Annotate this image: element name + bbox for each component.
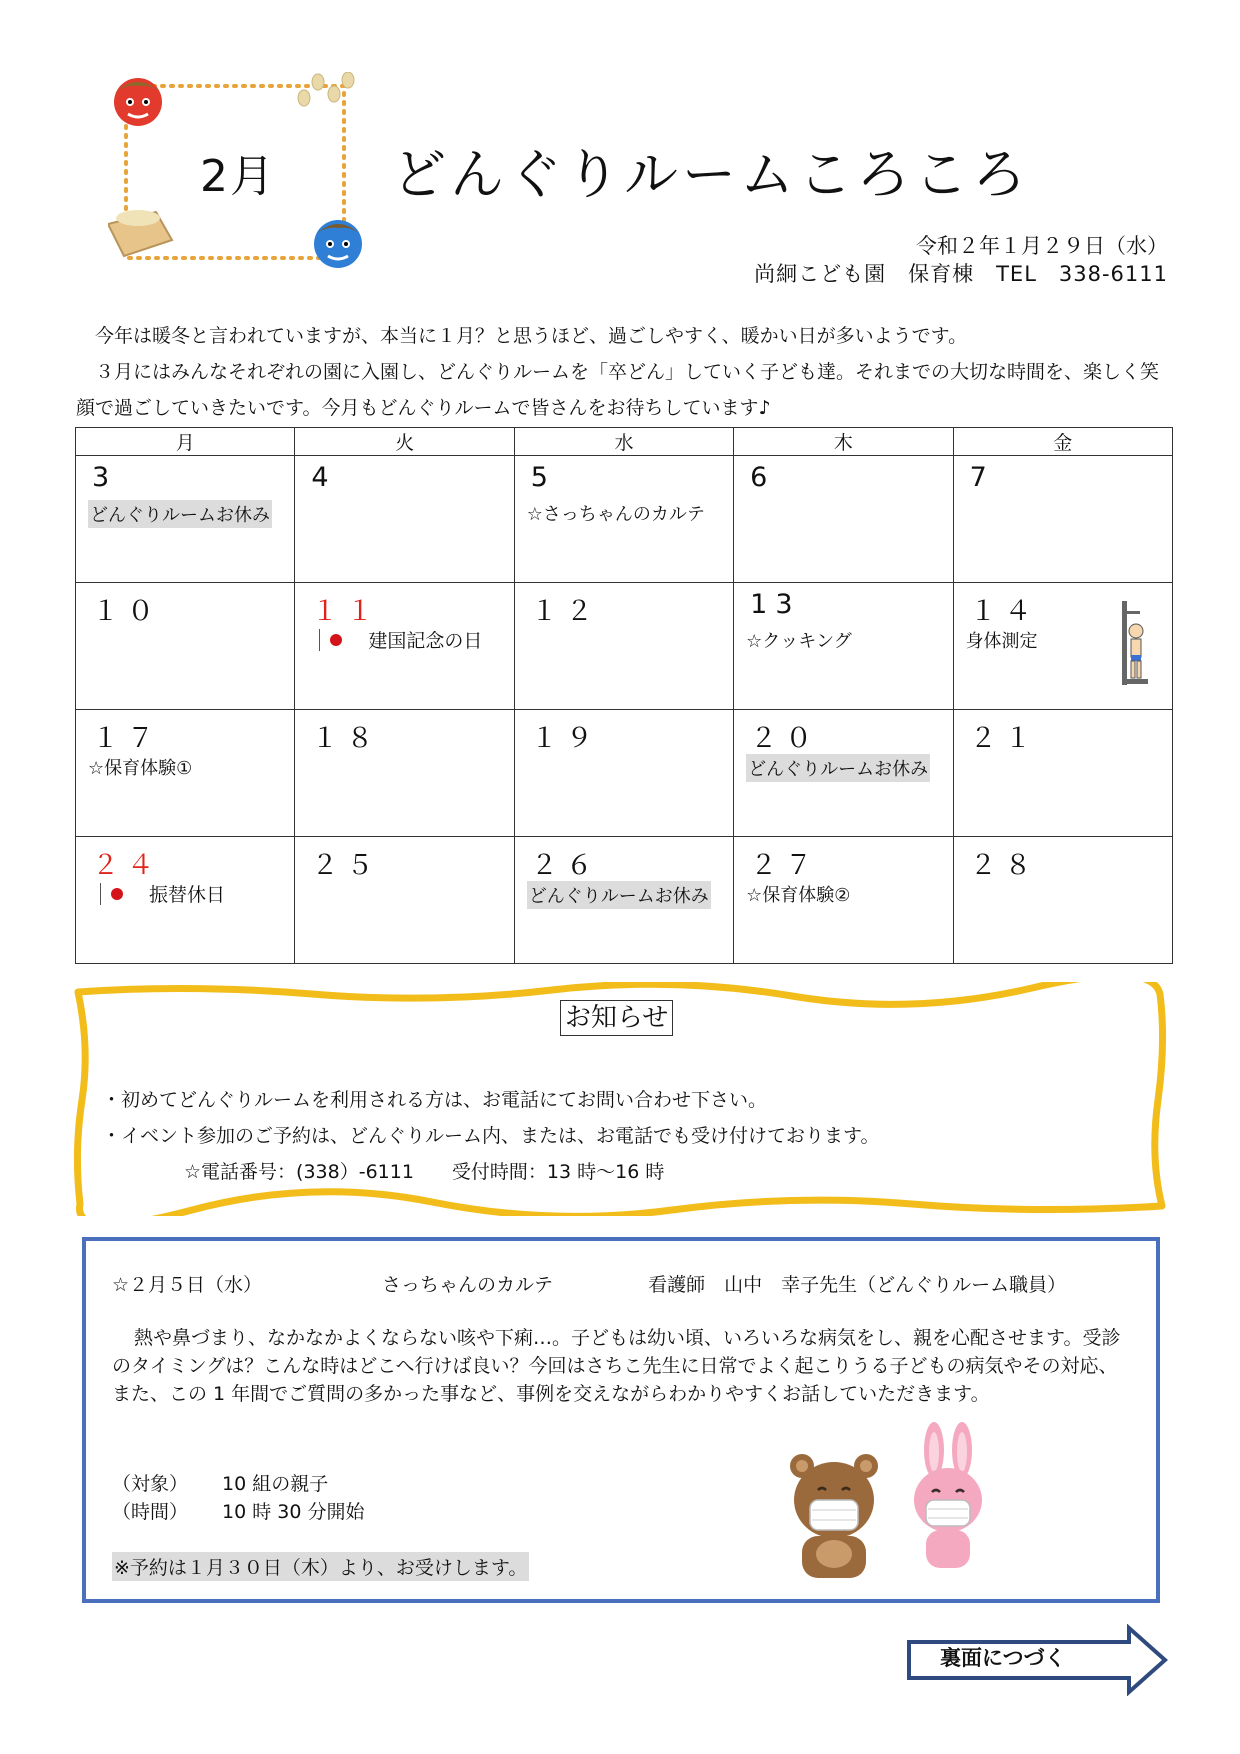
day-number: １２: [530, 596, 601, 627]
calendar-day: [734, 583, 953, 710]
day-number: ２５: [311, 850, 382, 881]
weekday-header: 水: [514, 428, 733, 456]
day-number: 3: [92, 462, 118, 493]
notice-title: お知らせ: [560, 1000, 673, 1036]
weekday-header: 火: [295, 428, 514, 456]
calendar-week: [76, 710, 1173, 837]
bear-with-mask-icon: [788, 1450, 880, 1580]
event-time-value: 10 時 30 分開始: [222, 1501, 365, 1523]
page-title: どんぐりルームころころ: [392, 143, 1030, 206]
calendar-day: [76, 837, 295, 964]
calendar-day: [953, 583, 1172, 710]
day-number: 13: [750, 589, 801, 620]
event-speaker: 看護師 山中 幸子先生（どんぐりルーム職員）: [648, 1274, 1067, 1296]
day-number: 5: [530, 462, 556, 493]
day-event-closed: どんぐりルームお休み: [746, 754, 930, 782]
notice-phone-hours: ☆電話番号：(338）-6111 受付時間：13 時～16 時: [184, 1161, 665, 1183]
intro-paragraph: 今年は暖冬と言われていますが、本当に１月？と思うほど、過ごしやすく、暖かい日が多いようです。: [76, 325, 968, 347]
day-number: ２６: [530, 850, 601, 881]
event-header: [112, 1270, 1066, 1297]
event-description: 熱や鼻づまり、なかなかよくならない咳や下痢…。子どもは幼い頃、いろいろな病気をし、親を心配させます。受診のタイミングは？こんな時はどこへ行けば良い？今回はさちこ先生に日常でよく起こりうる子どもの病気やその対応、また、この 1 年間でご質問の多かった事など、事例を交えながらわかりやすくお話していただきます。: [112, 1327, 1121, 1405]
notice-body: [102, 1082, 879, 1190]
calendar-day: [514, 583, 733, 710]
month-label: 2月: [200, 151, 276, 202]
masu-box-icon: [108, 210, 172, 256]
calendar-day: [953, 456, 1172, 583]
day-number: １９: [530, 723, 601, 754]
event-target-value: 10 組の親子: [222, 1473, 329, 1495]
calendar-week: [76, 583, 1173, 710]
day-number: ２０: [750, 723, 821, 754]
calendar-day: [734, 837, 953, 964]
holiday-label: [100, 880, 225, 907]
notice-line: ・初めてどんぐりルームを利用される方は、お電話にてお問い合わせ下さい。: [102, 1089, 768, 1111]
intro-paragraph: ３月にはみんなそれぞれの園に入園し、どんぐりルームを「卒どん」していく子ども達。それまでの大切な時間を、楽しく笑顔で過ごしていきたいです。今月もどんぐりルームで皆さんをお待ちしています♪: [76, 361, 1160, 419]
calendar-day: [734, 710, 953, 837]
organization-info: 尚絅こども園 保育棟 TEL 338-6111: [754, 262, 1168, 286]
day-number: ２８: [969, 850, 1040, 881]
calendar-day: [514, 837, 733, 964]
event-time-row: [112, 1498, 364, 1526]
day-number-holiday: １１: [311, 596, 382, 627]
day-number: 6: [750, 462, 776, 493]
event-name: さっちゃんのカルテ: [382, 1274, 554, 1296]
calendar-day: [953, 710, 1172, 837]
day-number: １７: [92, 723, 162, 754]
weekday-header: 木: [734, 428, 953, 456]
day-number: １０: [92, 596, 162, 627]
event-date: ☆２月５日（水）: [112, 1274, 263, 1296]
day-number: ２１: [969, 723, 1040, 754]
event-time-label: （時間）: [112, 1501, 189, 1523]
intro-text: [76, 318, 1166, 426]
day-event: 身体測定: [965, 631, 1038, 652]
calendar-day: [76, 456, 295, 583]
weekday-header-row: [76, 428, 1173, 456]
calendar-week: [76, 456, 1173, 583]
day-number: １８: [311, 723, 382, 754]
height-measure-icon: [1120, 601, 1150, 685]
day-number-holiday: ２４: [92, 850, 162, 881]
issue-date: 令和２年１月２９日（水）: [916, 234, 1168, 258]
red-oni-icon: [114, 78, 162, 126]
japan-flag-icon: [100, 883, 131, 905]
notice-line: ・イベント参加のご予約は、どんぐりルーム内、または、お電話でも受け付けております。: [102, 1125, 880, 1147]
day-event: ☆保育体験②: [746, 885, 851, 906]
event-details: [112, 1470, 364, 1526]
day-event: ☆さっちゃんのカルテ: [526, 504, 705, 525]
rabbit-with-mask-icon: [908, 1420, 988, 1570]
day-event-closed: どんぐりルームお休み: [527, 881, 711, 909]
holiday-label: [319, 626, 482, 653]
calendar-day: [295, 583, 514, 710]
calendar-day: [514, 710, 733, 837]
calendar-day: [953, 837, 1172, 964]
calendar-day: [76, 710, 295, 837]
calendar-day: [76, 583, 295, 710]
weekday-header: 金: [953, 428, 1172, 456]
calendar-week: [76, 837, 1173, 964]
day-number: １４: [969, 596, 1040, 627]
holiday-name: 建国記念の日: [368, 630, 483, 652]
calendar-day: [295, 837, 514, 964]
blue-oni-icon: [314, 220, 362, 268]
calendar-day: [734, 456, 953, 583]
monthly-calendar: [75, 427, 1173, 964]
day-number: 4: [311, 462, 337, 493]
reservation-note: ※予約は１月３０日（木）より、お受けします。: [112, 1552, 529, 1581]
japan-flag-icon: [319, 629, 350, 651]
day-number: 7: [969, 462, 995, 493]
next-page-label: 裏面につづく: [940, 1646, 1066, 1670]
calendar-day: [295, 710, 514, 837]
holiday-name: 振替休日: [149, 884, 226, 906]
event-target-row: [112, 1470, 364, 1498]
calendar-day: [514, 456, 733, 583]
day-event: ☆保育体験①: [88, 758, 193, 779]
day-number: ２７: [750, 850, 821, 881]
day-event-closed: どんぐりルームお休み: [88, 500, 272, 528]
weekday-header: 月: [76, 428, 295, 456]
event-target-label: （対象）: [112, 1473, 189, 1495]
day-event: ☆クッキング: [746, 631, 852, 652]
calendar-day: [295, 456, 514, 583]
